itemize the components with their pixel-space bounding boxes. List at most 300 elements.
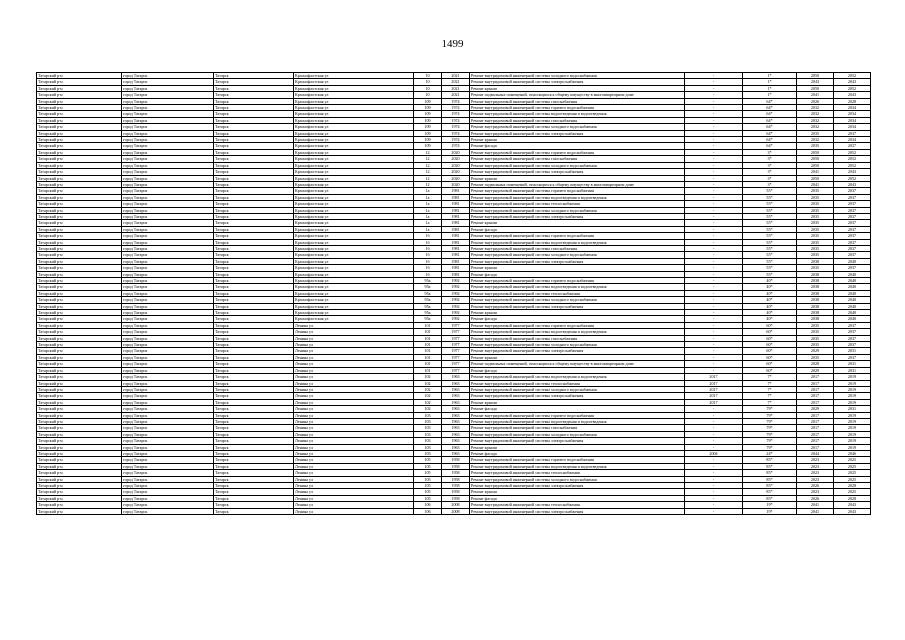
cell-build-year: 1981 <box>442 271 470 277</box>
cell-last-repair-year: - <box>685 406 743 412</box>
cell-build-year: 1992 <box>442 303 470 309</box>
cell-work-type: Ремонт внутридомовой инженерной системы горячего водоснабжения <box>470 412 685 418</box>
cell-plan-start-year: 2035 <box>797 201 834 207</box>
cell-locality: Татарск <box>214 412 294 418</box>
cell-work-type: Ремонт фасада <box>470 226 685 232</box>
cell-house-number: 95а <box>414 278 442 284</box>
cell-plan-end-year: 2046 <box>834 450 871 456</box>
cell-plan-end-year: 2052 <box>834 149 871 155</box>
cell-locality: Татарск <box>214 399 294 405</box>
cell-last-repair-year: - <box>685 457 743 463</box>
cell-build-year: 2021 <box>442 79 470 85</box>
cell-plan-end-year: 2040 <box>834 310 871 316</box>
cell-district: Татарский р-н <box>37 399 122 405</box>
cell-house-number: 1а <box>414 194 442 200</box>
cell-settlement: город Татарск <box>122 425 214 431</box>
cell-build-year: 1981 <box>442 226 470 232</box>
cell-build-year: 1963 <box>442 380 470 386</box>
cell-district: Татарский р-н <box>37 111 122 117</box>
cell-street: Ленина ул <box>294 431 414 437</box>
cell-house-number: 95а <box>414 290 442 296</box>
cell-wear-percent: 7* <box>743 386 797 392</box>
cell-district: Татарский р-н <box>37 425 122 431</box>
cell-plan-start-year: 2050 <box>797 85 834 91</box>
cell-work-type: Ремонт внутридомовой инженерной системы горячего водоснабжения <box>470 233 685 239</box>
cell-plan-start-year: 2017 <box>797 399 834 405</box>
cell-last-repair-year: - <box>685 137 743 143</box>
cell-wear-percent: 40* <box>743 303 797 309</box>
cell-locality: Татарск <box>214 322 294 328</box>
cell-plan-start-year: 2035 <box>797 220 834 226</box>
cell-locality: Татарск <box>214 450 294 456</box>
cell-plan-end-year: 2034 <box>834 137 871 143</box>
cell-work-type: Ремонт крыши <box>470 175 685 181</box>
cell-plan-start-year: 2026 <box>797 495 834 501</box>
cell-district: Татарский р-н <box>37 335 122 341</box>
cell-last-repair-year: - <box>685 367 743 373</box>
cell-street: Краснофлотская ул <box>294 79 414 85</box>
cell-plan-end-year: 2052 <box>834 156 871 162</box>
cell-house-number: 101 <box>414 361 442 367</box>
cell-street: Краснофлотская ул <box>294 278 414 284</box>
cell-house-number: 109 <box>414 111 442 117</box>
cell-street: Ленина ул <box>294 322 414 328</box>
cell-settlement: город Татарск <box>122 431 214 437</box>
cell-plan-end-year: 2028 <box>834 495 871 501</box>
cell-last-repair-year: - <box>685 265 743 271</box>
cell-settlement: город Татарск <box>122 220 214 226</box>
cell-settlement: город Татарск <box>122 105 214 111</box>
cell-house-number: 1б <box>414 239 442 245</box>
cell-plan-end-year: 2037 <box>834 252 871 258</box>
cell-locality: Татарск <box>214 297 294 303</box>
cell-settlement: город Татарск <box>122 483 214 489</box>
cell-locality: Татарск <box>214 342 294 348</box>
cell-build-year: 2020 <box>442 149 470 155</box>
cell-district: Татарский р-н <box>37 431 122 437</box>
cell-wear-percent: 64* <box>743 124 797 130</box>
cell-street: Краснофлотская ул <box>294 73 414 79</box>
cell-wear-percent: 64* <box>743 137 797 143</box>
cell-plan-end-year: 2037 <box>834 265 871 271</box>
cell-wear-percent: 40* <box>743 284 797 290</box>
cell-district: Татарский р-н <box>37 156 122 162</box>
cell-settlement: город Татарск <box>122 258 214 264</box>
cell-work-type: Ремонт внутридомовой инженерной системы электроснабжения <box>470 438 685 444</box>
cell-plan-start-year: 2017 <box>797 412 834 418</box>
cell-street: Краснофлотская ул <box>294 310 414 316</box>
cell-work-type: Ремонт внутридомовой инженерной системы водоотведения и водоотведения <box>470 239 685 245</box>
cell-district: Татарский р-н <box>37 207 122 213</box>
cell-wear-percent: 3* <box>743 175 797 181</box>
cell-district: Татарский р-н <box>37 386 122 392</box>
cell-work-type: Ремонт внутридомовой инженерной системы электроснабжения <box>470 213 685 219</box>
cell-settlement: город Татарск <box>122 143 214 149</box>
cell-wear-percent: 3* <box>743 149 797 155</box>
cell-street: Краснофлотская ул <box>294 284 414 290</box>
cell-settlement: город Татарск <box>122 335 214 341</box>
cell-work-type: Ремонт крыши <box>470 444 685 450</box>
cell-district: Татарский р-н <box>37 348 122 354</box>
cell-settlement: город Татарск <box>122 354 214 360</box>
cell-last-repair-year: - <box>685 361 743 367</box>
cell-plan-start-year: 2017 <box>797 444 834 450</box>
cell-house-number: 12 <box>414 156 442 162</box>
cell-locality: Татарск <box>214 213 294 219</box>
cell-district: Татарский р-н <box>37 502 122 508</box>
cell-wear-percent: 40* <box>743 278 797 284</box>
cell-last-repair-year: - <box>685 418 743 424</box>
cell-house-number: 12 <box>414 175 442 181</box>
cell-district: Татарский р-н <box>37 476 122 482</box>
cell-district: Татарский р-н <box>37 169 122 175</box>
cell-plan-end-year: 2043 <box>834 92 871 98</box>
cell-settlement: город Татарск <box>122 175 214 181</box>
cell-locality: Татарск <box>214 79 294 85</box>
cell-work-type: Ремонт внутридомовой инженерной системы электроснабжения <box>470 169 685 175</box>
cell-plan-start-year: 2044 <box>797 450 834 456</box>
cell-build-year: 1977 <box>442 342 470 348</box>
cell-last-repair-year: - <box>685 284 743 290</box>
cell-plan-start-year: 2041 <box>797 181 834 187</box>
cell-wear-percent: 55* <box>743 188 797 194</box>
cell-wear-percent: 7* <box>743 399 797 405</box>
cell-build-year: 1963 <box>442 412 470 418</box>
cell-work-type: Ремонт внутридомовой инженерной системы водоотведения и водоотведения <box>470 418 685 424</box>
cell-plan-end-year: 2019 <box>834 438 871 444</box>
cell-house-number: 1б <box>414 258 442 264</box>
cell-street: Ленина ул <box>294 502 414 508</box>
cell-work-type: Ремонт крыши <box>470 354 685 360</box>
cell-settlement: город Татарск <box>122 290 214 296</box>
cell-build-year: 1963 <box>442 425 470 431</box>
cell-house-number: 103 <box>414 431 442 437</box>
cell-street: Ленина ул <box>294 495 414 501</box>
cell-plan-start-year: 2038 <box>797 258 834 264</box>
cell-work-type: Ремонт внутридомовой инженерной системы горячего водоснабжения <box>470 188 685 194</box>
cell-settlement: город Татарск <box>122 213 214 219</box>
cell-district: Татарский р-н <box>37 361 122 367</box>
cell-work-type: Ремонт фасада <box>470 143 685 149</box>
cell-work-type: Ремонт внутридомовой инженерной системы электроснабжения <box>470 508 685 514</box>
cell-district: Татарский р-н <box>37 73 122 79</box>
cell-build-year: 1981 <box>442 213 470 219</box>
cell-last-repair-year: 2017 <box>685 386 743 392</box>
cell-work-type: Ремонт крыши <box>470 310 685 316</box>
cell-plan-start-year: 2038 <box>797 290 834 296</box>
cell-locality: Татарск <box>214 508 294 514</box>
cell-build-year: 1981 <box>442 188 470 194</box>
cell-locality: Татарск <box>214 271 294 277</box>
cell-settlement: город Татарск <box>122 117 214 123</box>
cell-district: Татарский р-н <box>37 233 122 239</box>
cell-build-year: 1981 <box>442 239 470 245</box>
cell-build-year: 1963 <box>442 418 470 424</box>
cell-wear-percent: 60* <box>743 335 797 341</box>
cell-work-type: Ремонт внутридомовой инженерной системы водоотведения и водоотведения <box>470 374 685 380</box>
cell-locality: Татарск <box>214 438 294 444</box>
cell-last-repair-year: - <box>685 98 743 104</box>
cell-house-number: 102 <box>414 374 442 380</box>
cell-locality: Татарск <box>214 284 294 290</box>
cell-street: Ленина ул <box>294 457 414 463</box>
cell-wear-percent: 55* <box>743 245 797 251</box>
cell-settlement: город Татарск <box>122 137 214 143</box>
cell-locality: Татарск <box>214 374 294 380</box>
cell-settlement: город Татарск <box>122 502 214 508</box>
cell-build-year: 2008 <box>442 508 470 514</box>
cell-settlement: город Татарск <box>122 162 214 168</box>
cell-last-repair-year: 2017 <box>685 374 743 380</box>
cell-district: Татарский р-н <box>37 220 122 226</box>
cell-build-year: 2020 <box>442 169 470 175</box>
cell-work-type: Ремонт внутридомовой инженерной системы электроснабжения <box>470 348 685 354</box>
cell-settlement: город Татарск <box>122 470 214 476</box>
cell-house-number: 1б <box>414 233 442 239</box>
cell-last-repair-year: - <box>685 175 743 181</box>
cell-wear-percent: 40* <box>743 316 797 322</box>
cell-house-number: 109 <box>414 117 442 123</box>
cell-last-repair-year: - <box>685 495 743 501</box>
cell-settlement: город Татарск <box>122 284 214 290</box>
cell-plan-start-year: 2028 <box>797 361 834 367</box>
cell-settlement: город Татарск <box>122 406 214 412</box>
cell-work-type: Ремонт внутридомовой инженерной системы водоотведения и водоотведения <box>470 329 685 335</box>
cell-work-type: Ремонт подвальных помещений, относящихся к общему имуществу в многоквартирном доме <box>470 361 685 367</box>
cell-house-number: 10 <box>414 92 442 98</box>
cell-wear-percent: 1* <box>743 85 797 91</box>
cell-wear-percent: 55* <box>743 252 797 258</box>
cell-plan-start-year: 2017 <box>797 431 834 437</box>
cell-work-type: Ремонт внутридомовой инженерной системы электроснабжения <box>470 130 685 136</box>
cell-work-type: Ремонт фасада <box>470 271 685 277</box>
cell-build-year: 2020 <box>442 181 470 187</box>
cell-street: Ленина ул <box>294 476 414 482</box>
cell-street: Ленина ул <box>294 444 414 450</box>
cell-build-year: 1958 <box>442 463 470 469</box>
cell-settlement: город Татарск <box>122 438 214 444</box>
cell-plan-start-year: 2032 <box>797 105 834 111</box>
cell-locality: Татарск <box>214 137 294 143</box>
cell-district: Татарский р-н <box>37 412 122 418</box>
cell-settlement: город Татарск <box>122 412 214 418</box>
cell-last-repair-year: - <box>685 310 743 316</box>
cell-plan-end-year: 2052 <box>834 85 871 91</box>
cell-plan-end-year: 2019 <box>834 431 871 437</box>
cell-wear-percent: 24* <box>743 450 797 456</box>
cell-plan-start-year: 2035 <box>797 130 834 136</box>
cell-build-year: 1992 <box>442 297 470 303</box>
cell-last-repair-year: - <box>685 156 743 162</box>
cell-plan-start-year: 2038 <box>797 303 834 309</box>
cell-plan-end-year: 2040 <box>834 290 871 296</box>
cell-settlement: город Татарск <box>122 329 214 335</box>
cell-plan-start-year: 2023 <box>797 470 834 476</box>
cell-street: Краснофлотская ул <box>294 117 414 123</box>
cell-district: Татарский р-н <box>37 354 122 360</box>
cell-plan-start-year: 2041 <box>797 502 834 508</box>
cell-last-repair-year: - <box>685 105 743 111</box>
cell-house-number: 101 <box>414 367 442 373</box>
cell-last-repair-year: - <box>685 149 743 155</box>
cell-wear-percent: 40* <box>743 297 797 303</box>
cell-wear-percent: 55* <box>743 226 797 232</box>
cell-street: Краснофлотская ул <box>294 85 414 91</box>
cell-work-type: Ремонт внутридомовой инженерной системы горячего водоснабжения <box>470 278 685 284</box>
cell-settlement: город Татарск <box>122 476 214 482</box>
cell-settlement: город Татарск <box>122 181 214 187</box>
cell-wear-percent: 64* <box>743 98 797 104</box>
cell-wear-percent: 79* <box>743 431 797 437</box>
cell-settlement: город Татарск <box>122 374 214 380</box>
table-row <box>37 508 871 514</box>
cell-build-year: 1958 <box>442 457 470 463</box>
cell-settlement: город Татарск <box>122 386 214 392</box>
cell-plan-end-year: 2037 <box>834 226 871 232</box>
cell-district: Татарский р-н <box>37 175 122 181</box>
cell-district: Татарский р-н <box>37 271 122 277</box>
cell-locality: Татарск <box>214 406 294 412</box>
cell-settlement: город Татарск <box>122 73 214 79</box>
cell-street: Ленина ул <box>294 489 414 495</box>
cell-plan-end-year: 2040 <box>834 278 871 284</box>
cell-build-year: 1981 <box>442 220 470 226</box>
cell-street: Ленина ул <box>294 393 414 399</box>
cell-settlement: город Татарск <box>122 463 214 469</box>
cell-locality: Татарск <box>214 124 294 130</box>
cell-plan-end-year: 2034 <box>834 105 871 111</box>
cell-plan-end-year: 2019 <box>834 380 871 386</box>
cell-plan-end-year: 2037 <box>834 143 871 149</box>
cell-district: Татарский р-н <box>37 457 122 463</box>
cell-plan-start-year: 2032 <box>797 111 834 117</box>
cell-plan-end-year: 2028 <box>834 483 871 489</box>
cell-wear-percent: 60* <box>743 354 797 360</box>
cell-district: Татарский р-н <box>37 188 122 194</box>
cell-house-number: 103 <box>414 450 442 456</box>
cell-build-year: 1981 <box>442 258 470 264</box>
cell-build-year: 1974 <box>442 143 470 149</box>
cell-plan-start-year: 2032 <box>797 117 834 123</box>
cell-locality: Татарск <box>214 380 294 386</box>
cell-work-type: Ремонт внутридомовой инженерной системы холодного водоснабжения <box>470 207 685 213</box>
cell-plan-end-year: 2037 <box>834 239 871 245</box>
cell-plan-end-year: 2019 <box>834 374 871 380</box>
cell-wear-percent: 64* <box>743 130 797 136</box>
cell-settlement: город Татарск <box>122 508 214 514</box>
cell-street: Краснофлотская ул <box>294 233 414 239</box>
cell-plan-end-year: 2019 <box>834 412 871 418</box>
cell-plan-start-year: 2035 <box>797 252 834 258</box>
cell-work-type: Ремонт внутридомовой инженерной системы теплоснабжения <box>470 380 685 386</box>
cell-street: Ленина ул <box>294 374 414 380</box>
cell-locality: Татарск <box>214 470 294 476</box>
cell-house-number: 101 <box>414 348 442 354</box>
cell-build-year: 1981 <box>442 245 470 251</box>
cell-plan-end-year: 2037 <box>834 335 871 341</box>
cell-build-year: 1963 <box>442 444 470 450</box>
cell-district: Татарский р-н <box>37 284 122 290</box>
cell-district: Татарский р-н <box>37 322 122 328</box>
cell-settlement: город Татарск <box>122 457 214 463</box>
cell-work-type: Ремонт внутридомовой инженерной системы холодного водоснабжения <box>470 431 685 437</box>
cell-wear-percent: 55* <box>743 239 797 245</box>
cell-plan-start-year: 2035 <box>797 354 834 360</box>
cell-build-year: 2021 <box>442 73 470 79</box>
cell-street: Краснофлотская ул <box>294 194 414 200</box>
cell-work-type: Ремонт крыши <box>470 85 685 91</box>
cell-settlement: город Татарск <box>122 252 214 258</box>
cell-street: Ленина ул <box>294 418 414 424</box>
cell-street: Ленина ул <box>294 399 414 405</box>
cell-last-repair-year: - <box>685 111 743 117</box>
cell-work-type: Ремонт внутридомовой инженерной системы электроснабжения <box>470 303 685 309</box>
cell-wear-percent: 85* <box>743 457 797 463</box>
cell-wear-percent: 64* <box>743 105 797 111</box>
cell-locality: Татарск <box>214 431 294 437</box>
cell-work-type: Ремонт внутридомовой инженерной системы холодного водоснабжения <box>470 124 685 130</box>
cell-settlement: город Татарск <box>122 393 214 399</box>
cell-wear-percent: 60* <box>743 348 797 354</box>
cell-plan-end-year: 2025 <box>834 476 871 482</box>
cell-settlement: город Татарск <box>122 278 214 284</box>
cell-house-number: 1а <box>414 220 442 226</box>
cell-settlement: город Татарск <box>122 303 214 309</box>
cell-street: Ленина ул <box>294 329 414 335</box>
cell-plan-start-year: 2038 <box>797 310 834 316</box>
cell-wear-percent: 79* <box>743 438 797 444</box>
cell-locality: Татарск <box>214 444 294 450</box>
cell-house-number: 103 <box>414 444 442 450</box>
cell-build-year: 1977 <box>442 348 470 354</box>
cell-locality: Татарск <box>214 290 294 296</box>
cell-plan-end-year: 2031 <box>834 361 871 367</box>
cell-house-number: 105 <box>414 470 442 476</box>
cell-house-number: 102 <box>414 386 442 392</box>
cell-district: Татарский р-н <box>37 98 122 104</box>
cell-district: Татарский р-н <box>37 316 122 322</box>
cell-plan-start-year: 2029 <box>797 367 834 373</box>
cell-district: Татарский р-н <box>37 149 122 155</box>
cell-settlement: город Татарск <box>122 245 214 251</box>
cell-house-number: 109 <box>414 143 442 149</box>
cell-build-year: 1981 <box>442 265 470 271</box>
cell-wear-percent: 79* <box>743 406 797 412</box>
cell-locality: Татарск <box>214 418 294 424</box>
cell-district: Татарский р-н <box>37 258 122 264</box>
cell-last-repair-year: 2017 <box>685 380 743 386</box>
cell-build-year: 1958 <box>442 495 470 501</box>
cell-house-number: 102 <box>414 406 442 412</box>
cell-locality: Татарск <box>214 233 294 239</box>
cell-locality: Татарск <box>214 156 294 162</box>
cell-settlement: город Татарск <box>122 310 214 316</box>
cell-wear-percent: 19* <box>743 508 797 514</box>
cell-build-year: 1963 <box>442 406 470 412</box>
cell-street: Краснофлотская ул <box>294 245 414 251</box>
cell-plan-start-year: 2035 <box>797 265 834 271</box>
cell-plan-start-year: 2032 <box>797 124 834 130</box>
cell-plan-end-year: 2040 <box>834 316 871 322</box>
cell-plan-end-year: 2037 <box>834 233 871 239</box>
cell-last-repair-year: - <box>685 169 743 175</box>
cell-plan-start-year: 2035 <box>797 239 834 245</box>
cell-build-year: 1963 <box>442 393 470 399</box>
cell-locality: Татарск <box>214 335 294 341</box>
cell-plan-end-year: 2019 <box>834 386 871 392</box>
cell-district: Татарский р-н <box>37 297 122 303</box>
cell-plan-end-year: 2037 <box>834 354 871 360</box>
